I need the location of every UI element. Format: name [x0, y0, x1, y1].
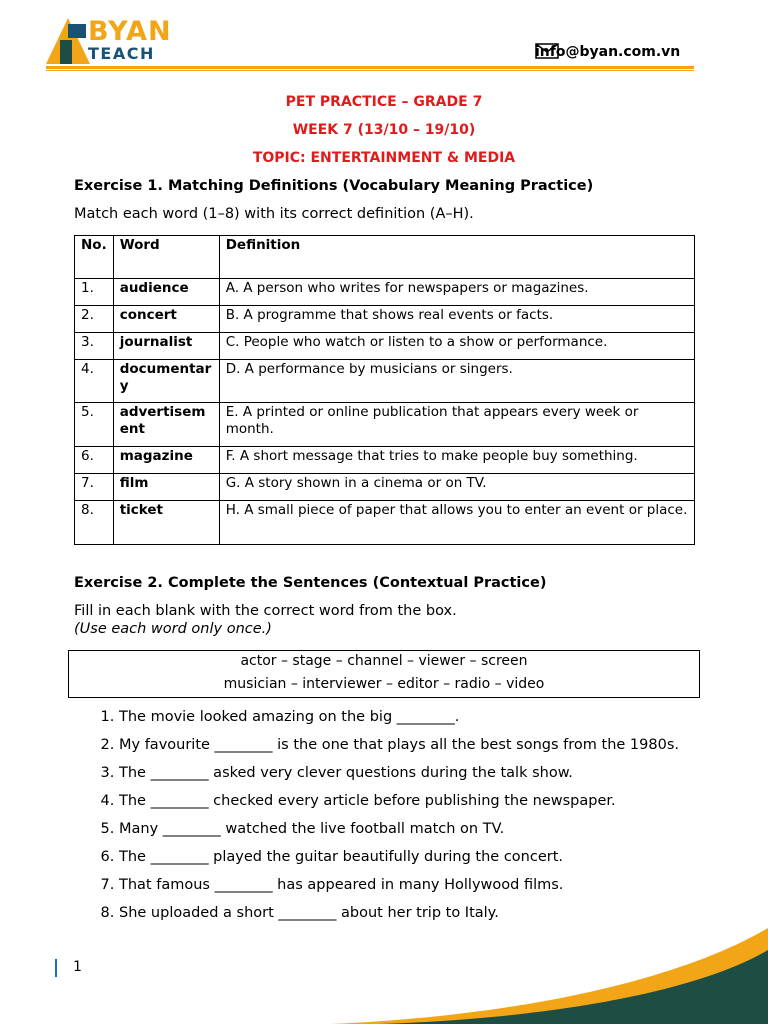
list-item: 7. That famous ________ has appeared in many Hollywood films.	[119, 876, 719, 894]
logo-text-teach: TEACH	[88, 44, 155, 63]
row-no: 3.	[75, 333, 114, 360]
exercise2-heading: Exercise 2. Complete the Sentences (Contextual Practice)	[74, 575, 547, 591]
page-number: 1	[73, 959, 82, 975]
row-definition: G. A story shown in a cinema or on TV.	[219, 474, 694, 501]
table-row	[75, 501, 695, 545]
row-word: journalist	[113, 333, 219, 360]
row-definition: H. A small piece of paper that allows you to enter an event or place.	[219, 501, 694, 545]
header-divider	[46, 66, 694, 69]
list-item: 8. She uploaded a short ________ about her trip to Italy.	[119, 904, 719, 922]
col-header-definition: Definition	[219, 236, 694, 279]
table-header-row	[75, 236, 695, 279]
row-definition: B. A programme that shows real events or facts.	[219, 306, 694, 333]
row-definition: A. A person who writes for newspapers or magazines.	[219, 279, 694, 306]
title-topic: TOPIC: ENTERTAINMENT & MEDIA	[252, 150, 516, 166]
word-bank-box	[68, 650, 700, 698]
row-definition: C. People who watch or listen to a show or performance.	[219, 333, 694, 360]
row-no: 4.	[75, 360, 114, 403]
row-no: 1.	[75, 279, 114, 306]
exercise2-instruction: Fill in each blank with the correct word from the box.	[74, 603, 457, 619]
row-word: audience	[113, 279, 219, 306]
row-word: advertisement	[113, 403, 219, 447]
list-item: 6. The ________ played the guitar beautifully during the concert.	[119, 848, 719, 866]
contact-email[interactable]: info@byan.com.vn	[535, 44, 681, 60]
exercise2-note: (Use each word only once.)	[74, 621, 272, 637]
table-row	[75, 447, 695, 474]
table-row	[75, 333, 695, 360]
exercise1-instruction: Match each word (1–8) with its correct definition (A–H).	[74, 206, 474, 222]
table-row	[75, 279, 695, 306]
row-word: ticket	[113, 501, 219, 545]
row-no: 8.	[75, 501, 114, 545]
row-definition: D. A performance by musicians or singers.	[219, 360, 694, 403]
list-item: 4. The ________ checked every article before publishing the newspaper.	[119, 792, 719, 810]
page-number-marker	[55, 959, 57, 977]
sentence-list	[74, 708, 719, 932]
exercise1-heading: Exercise 1. Matching Definitions (Vocabulary Meaning Practice)	[74, 178, 594, 194]
list-item: 2. My favourite ________ is the one that plays all the best songs from the 1980s.	[119, 736, 719, 754]
list-item: 3. The ________ asked very clever questions during the talk show.	[119, 764, 719, 782]
title-practice: PET PRACTICE – GRADE 7	[285, 94, 483, 110]
envelope-icon	[535, 43, 559, 59]
footer-wave-decoration	[0, 920, 768, 1024]
row-no: 7.	[75, 474, 114, 501]
row-word: concert	[113, 306, 219, 333]
header-divider-thin	[46, 70, 694, 71]
row-definition: E. A printed or online publication that appears every week or month.	[219, 403, 694, 447]
row-word: magazine	[113, 447, 219, 474]
row-no: 5.	[75, 403, 114, 447]
title-week: WEEK 7 (13/10 – 19/10)	[292, 122, 476, 138]
logo-text-byan: BYAN	[88, 16, 172, 47]
logo-mark-icon	[46, 18, 90, 64]
row-word: film	[113, 474, 219, 501]
row-no: 2.	[75, 306, 114, 333]
byan-teach-logo	[46, 18, 176, 64]
row-definition: F. A short message that tries to make people buy something.	[219, 447, 694, 474]
table-row	[75, 474, 695, 501]
list-item: 1. The movie looked amazing on the big ________.	[119, 708, 719, 726]
list-item: 5. Many ________ watched the live football match on TV.	[119, 820, 719, 838]
table-row	[75, 403, 695, 447]
row-no: 6.	[75, 447, 114, 474]
table-row	[75, 360, 695, 403]
col-header-no: No.	[75, 236, 114, 279]
col-header-word: Word	[113, 236, 219, 279]
word-bank-line: actor – stage – channel – viewer – screen	[240, 653, 528, 669]
word-bank-line: musician – interviewer – editor – radio – video	[223, 676, 545, 692]
matching-table	[74, 235, 695, 545]
table-row	[75, 306, 695, 333]
row-word: documentary	[113, 360, 219, 403]
